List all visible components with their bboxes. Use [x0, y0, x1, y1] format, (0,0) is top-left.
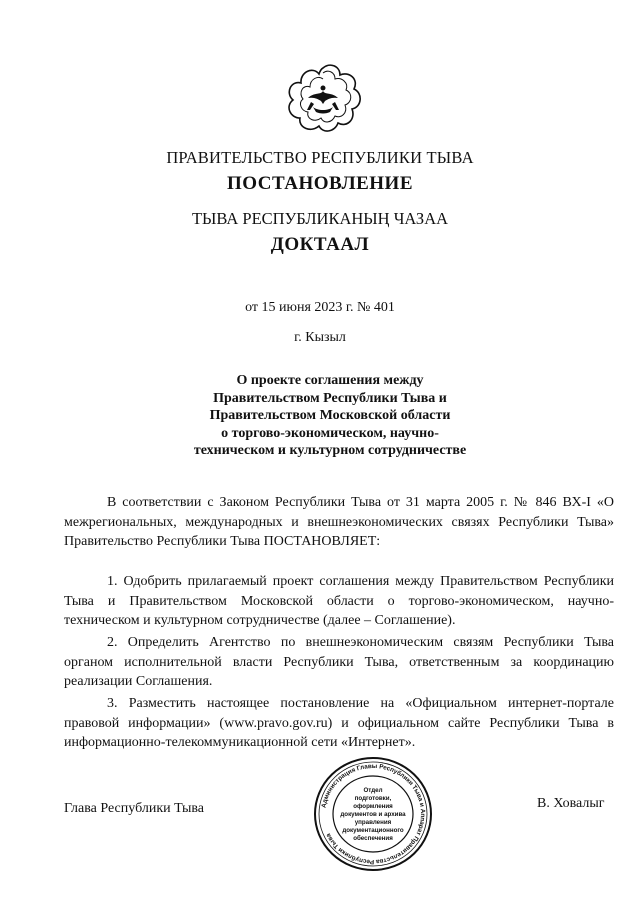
svg-text:Администрация Главы Республики: Администрация Главы Республики Тыва и Аппарат Правительства Республики Тыва — [320, 762, 427, 866]
title-line: О проекте соглашения между — [236, 373, 424, 388]
svg-text:Отдел: Отдел — [363, 787, 383, 794]
preamble-paragraph — [64, 493, 614, 552]
paragraph-text: 1. Одобрить прилагаемый проект соглашения между Правительством Республики Тыва и Правительством Московской области о торгово-экономическом, научно-техническом и культурном сотрудничестве (далее – Соглашение). — [64, 574, 614, 628]
document-type-tyv: ДОКТААЛ — [270, 234, 370, 255]
document-type-ru: ПОСТАНОВЛЕНИЕ — [226, 173, 414, 194]
document-title — [160, 372, 500, 460]
coat-of-arms-icon — [283, 62, 363, 134]
title-line: Правительством Республики Тыва и — [213, 390, 447, 406]
government-name-tyv: ТЫВА РЕСПУБЛИКАНЫҢ ЧАЗАА — [191, 209, 449, 228]
paragraph-text: В соответствии с Законом Республики Тыва от 31 марта 2005 г. № 846 ВХ-I «О межрегиональных, международных и внешнеэкономических связях Республики Тыва» Правительство Республики Тыва ПОСТАНОВЛЯЕТ: — [64, 495, 614, 549]
date-number: от 15 июня 2023 г. № 401 — [245, 300, 395, 315]
official-stamp — [312, 755, 434, 873]
svg-text:обеспечения: обеспечения — [353, 835, 393, 842]
title-line: техническом и культурном сотрудничестве — [193, 443, 467, 458]
svg-text:оформления: оформления — [353, 803, 393, 810]
title-line: о торгово-экономическом, научно- — [221, 425, 439, 441]
clause-3-paragraph — [64, 694, 614, 753]
signer-position: Глава Республики Тыва — [64, 801, 205, 816]
paragraph-text: 3. Разместить настоящее постановление на «Официальном интернет-портале правовой информации» (www.pravo.gov.ru) и официальном сайте Республики Тыва в информационно-телекоммуникационной сети «Интернет». — [64, 696, 614, 750]
svg-text:подготовки,: подготовки, — [354, 795, 392, 802]
city: г. Кызыл — [294, 330, 346, 345]
svg-text:управления: управления — [354, 819, 392, 826]
title-line: Правительством Московской области — [209, 408, 451, 423]
svg-text:документационного: документационного — [342, 827, 404, 834]
clause-2-paragraph — [64, 633, 614, 692]
svg-text:документов и архива: документов и архива — [340, 811, 406, 818]
paragraph-text: 2. Определить Агентство по внешнеэкономическим связям Республики Тыва органом исполнительной власти Республики Тыва, ответственным за координацию реализации Соглашения. — [64, 635, 614, 689]
signer-name: В. Ховалыг — [537, 796, 605, 811]
government-name-ru: ПРАВИТЕЛЬСТВО РЕСПУБЛИКИ ТЫВА — [166, 148, 474, 167]
clause-1-paragraph — [64, 572, 614, 631]
